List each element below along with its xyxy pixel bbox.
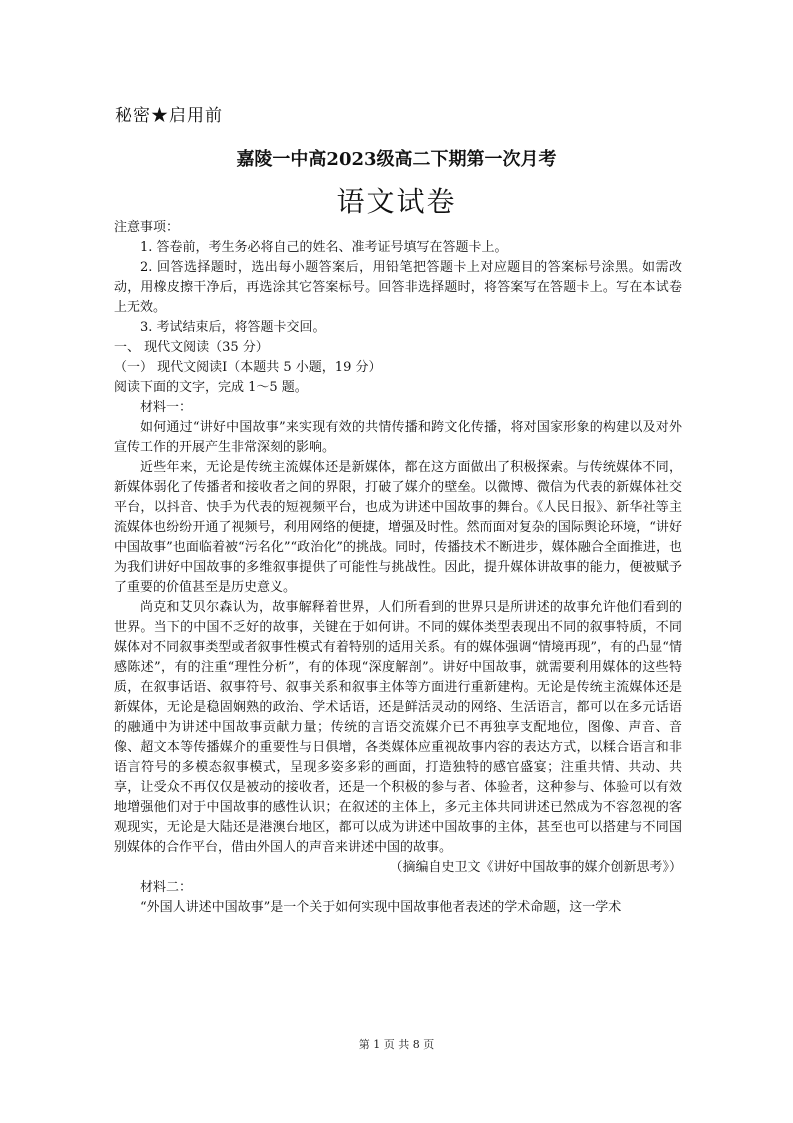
note-item-2: 2. 回答选择题时，选出每小题答案后，用铅笔把答题卡上对应题目的答案标号涂黑。如需改动，用橡皮擦干净后，再选涂其它答案标号。回答非选择题时，将答案写在答题卡上。写在本试卷上无效。: [114, 260, 682, 315]
material-1-source: （摘编自史卫文《讲好中国故事的媒介创新思考》）: [389, 860, 682, 875]
paper-title: 语文试卷: [336, 185, 457, 218]
note-item-1: 1. 答卷前，考生务必将自己的姓名、准考证号填写在答题卡上。: [140, 240, 508, 255]
material-2-paragraph-1: “外国人讲述中国故事”是一个关于如何实现中国故事他者表述的学术命题，这一学术: [140, 900, 622, 915]
material-1-label: 材料一：: [140, 400, 193, 415]
note-item-3: 3. 考试结束后，将答题卡交回。: [140, 320, 326, 335]
material-1-paragraph-1: 如何通过“讲好中国故事”来实现有效的共情传播和跨文化传播，将对国家形象的构建以及对外宣传工作的开展产生非常深刻的影响。: [114, 420, 682, 455]
reading-instruction: 阅读下面的文字，完成 1～5 题。: [114, 380, 308, 395]
material-1-paragraph-2: 近些年来，无论是传统主流媒体还是新媒体，都在这方面做出了积极探索。与传统媒体不同，新媒体弱化了传播者和接收者之间的界限，打破了媒介的壁垒。以微博、微信为代表的新媒体社交平台，以抖音、快手为代表的短视频平台，也成为讲述中国故事的舞台。《人民日报》、新华社等主流媒体也纷纷开通了视频号，利用网络的便捷，增强及时性。然而面对复杂的国际舆论环境，“讲好中国故事”也面临着被“污名化”“政治化”的挑战。同时，传播技术不断进步，媒体融合全面推进，也为我们讲好中国故事的多维叙事提供了可能性与挑战性。因此，提升媒体讲故事的能力，便被赋予了重要的价值甚至是历史意义。: [114, 460, 682, 595]
material-1-paragraph-3: 尚克和艾贝尔森认为，故事解释着世界，人们所看到的世界只是所讲述的故事允许他们看到的世界。当下的中国不乏好的故事，关键在于如何讲。不同的媒体类型表现出不同的叙事特质，不同媒体对不同叙事类型或者叙事性模式有着特别的适用关系。有的媒体强调“情境再现”，有的凸显“情感陈述”，有的注重“理性分析”，有的体现“深度解剖”。讲好中国故事，就需要利用媒体的这些特质，在叙事话语、叙事符号、叙事关系和叙事主体等方面进行重新建构。无论是传统主流媒体还是新媒体，无论是稳固娴熟的政治、学术话语，还是鲜活灵动的网络、生活语言，都可以在多元话语的融通中为讲述中国故事贡献力量；传统的言语交流媒介已不再独享支配地位，图像、声音、音像、超文本等传播媒介的重要性与日俱增，各类媒体应重视故事内容的表达方式，以糅合语言和非语言符号的多模态叙事模式，呈现多姿多彩的画面，打造独特的感官盛宴；注重共情、共动、共享，让受众不再仅仅是被动的接收者，还是一个积极的参与者、体验者，这种参与、体验可以有效地增强他们对于中国故事的感性认识；在叙述的主体上，多元主体共同讲述已然成为不容忽视的客观现实，无论是大陆还是港澳台地区，都可以成为讲述中国故事的主体，甚至也可以搭建与不同国别媒体的合作平台，借由外国人的声音来讲述中国的故事。: [114, 600, 682, 855]
section-title: 一、 现代文阅读（35 分）: [114, 340, 269, 355]
confidential-mark: 秘密★启用前: [115, 106, 223, 126]
exam-title: 嘉陵一中高2023级高二下期第一次月考: [236, 149, 557, 170]
material-2-label: 材料二：: [140, 880, 193, 895]
subsection-title: （一） 现代文阅读Ⅰ（本题共 5 小题，19 分）: [114, 360, 382, 375]
page-number: 第 1 页 共 8 页: [358, 1038, 435, 1051]
exam-body: [114, 218, 682, 918]
notes-heading: 注意事项：: [114, 220, 180, 235]
